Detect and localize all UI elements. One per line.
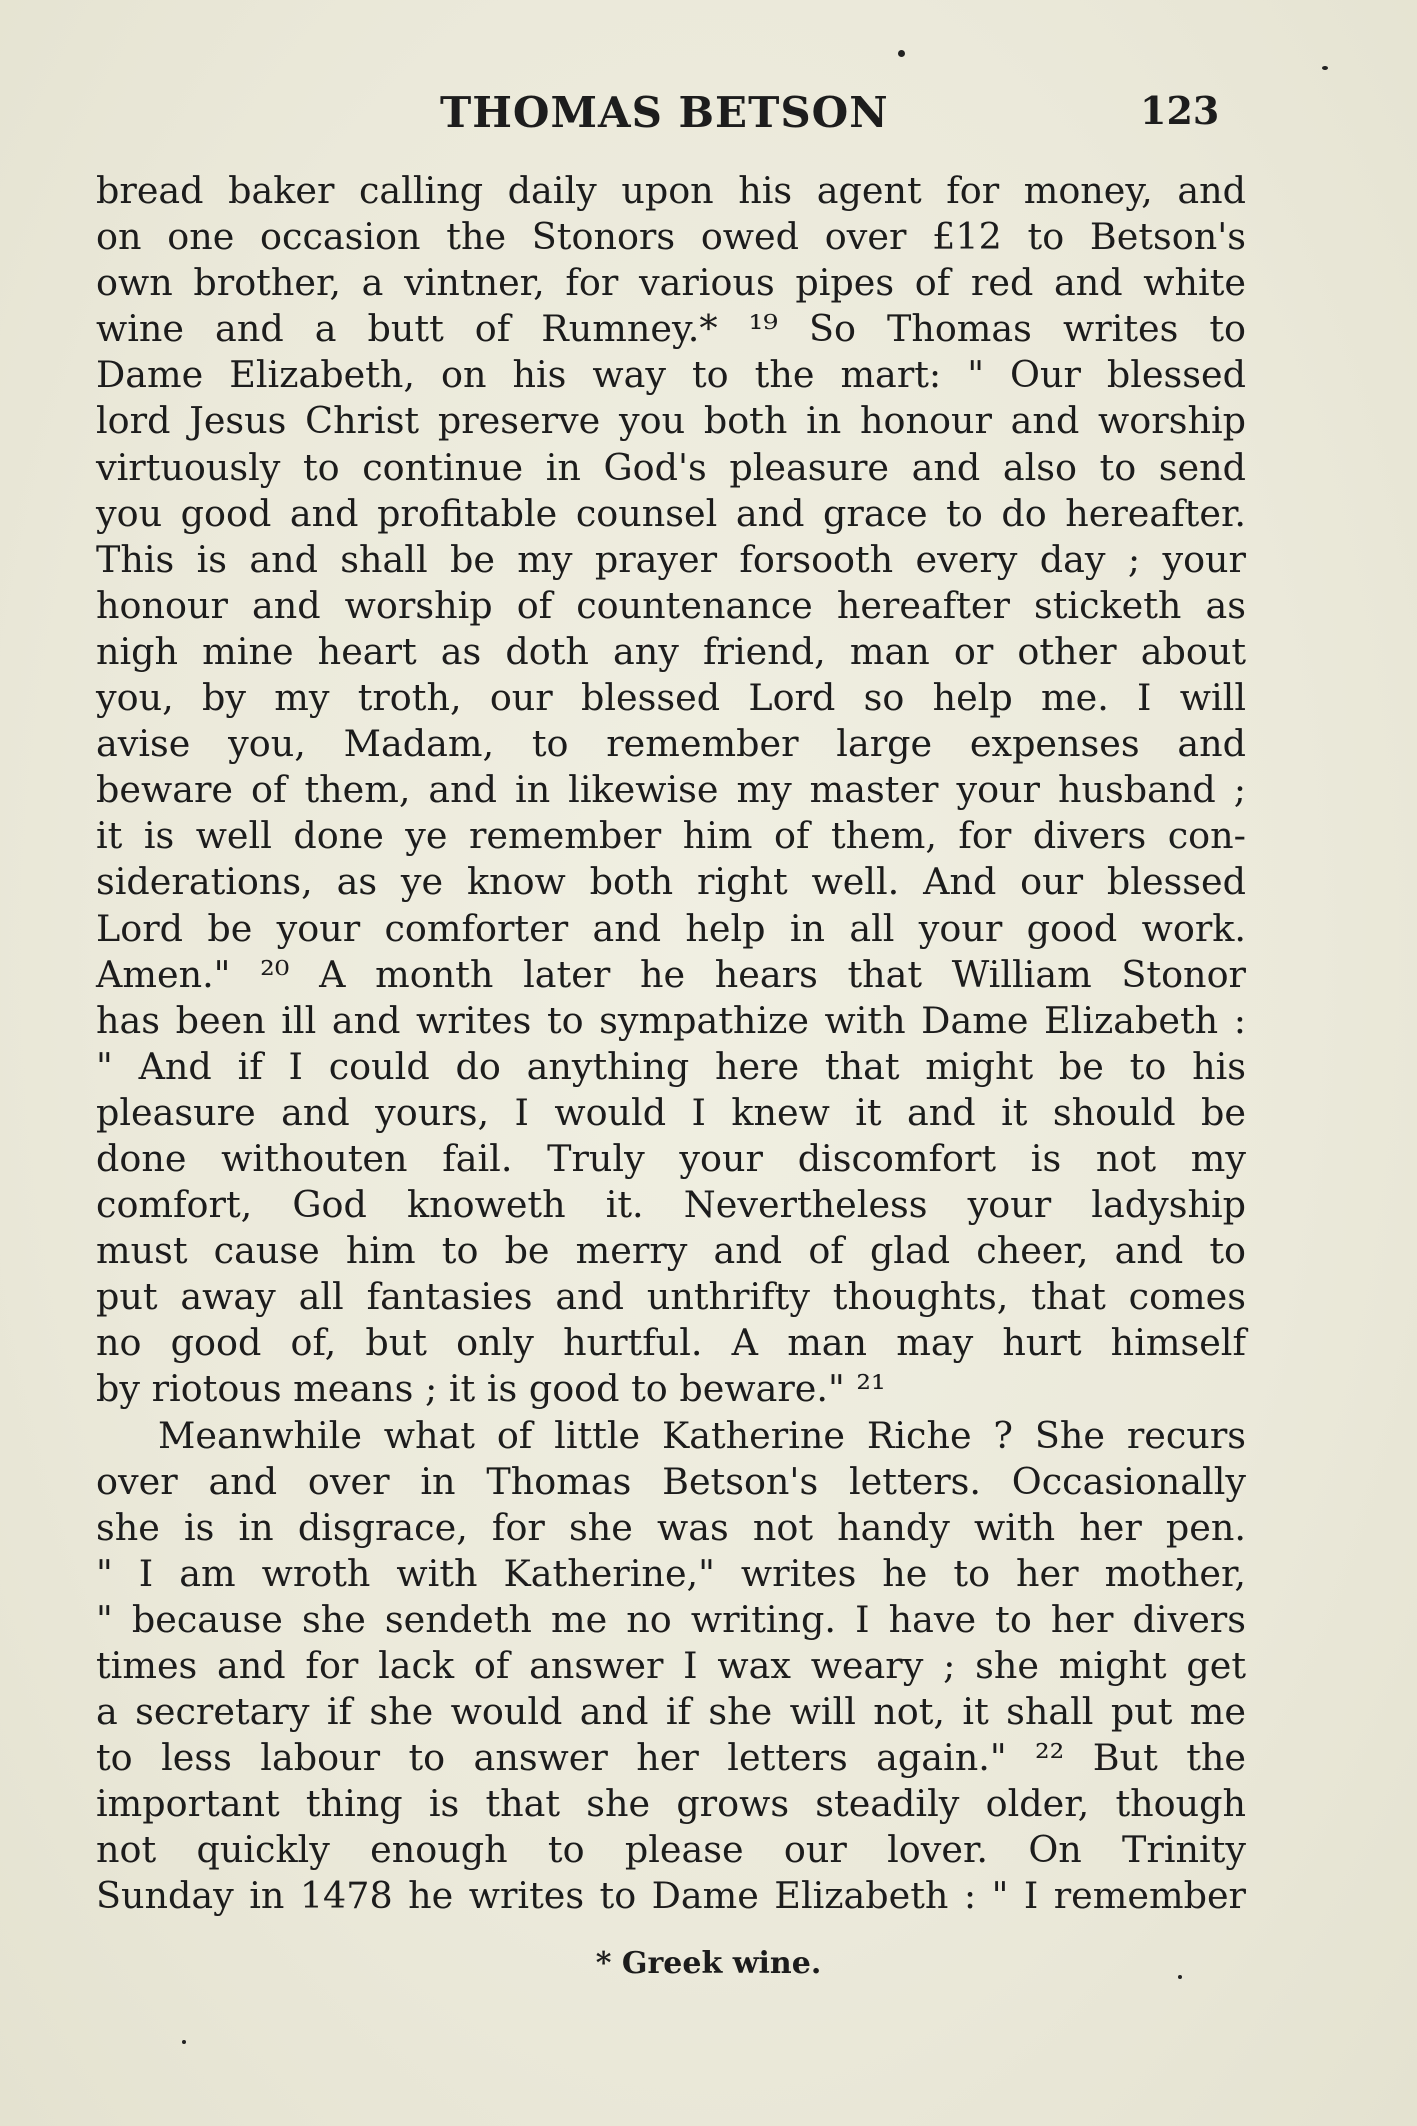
text-line: put away all fantasies and unthrifty thoughts, that comes bbox=[96, 1275, 1246, 1319]
ink-speck bbox=[898, 50, 905, 57]
text-line: Meanwhile what of little Katherine Riche ? She recurs bbox=[158, 1413, 1246, 1457]
text-line: she is in disgrace, for she was not handy with her pen. bbox=[96, 1505, 1246, 1549]
text-line: to less labour to answer her letters again." ²² But the bbox=[96, 1736, 1246, 1780]
text-line: bread baker calling daily upon his agent for money, and bbox=[96, 169, 1246, 212]
text-line: you good and profitable counsel and grace to do hereafter. bbox=[96, 491, 1246, 535]
text-line: This is and shall be my prayer forsooth every day ; your bbox=[96, 537, 1246, 581]
text-line: " I am wroth with Katherine," writes he to her mother, bbox=[96, 1551, 1246, 1595]
text-line: Amen." ²⁰ A month later he hears that William Stonor bbox=[96, 952, 1246, 996]
page-header bbox=[0, 88, 1417, 148]
text-line: comfort, God knoweth it. Nevertheless your ladyship bbox=[96, 1183, 1246, 1227]
text-line: over and over in Thomas Betson's letters. Occasionally bbox=[96, 1459, 1246, 1503]
text-line: no good of, but only hurtful. A man may hurt himself bbox=[96, 1321, 1246, 1365]
text-line: nigh mine heart as doth any friend, man or other about bbox=[96, 629, 1246, 673]
text-line: Dame Elizabeth, on his way to the mart: " Our blessed bbox=[96, 353, 1246, 397]
text-line: it is well done ye remember him of them, for divers con- bbox=[96, 814, 1246, 858]
text-line: done withouten fail. Truly your discomfort is not my bbox=[96, 1136, 1246, 1180]
text-line: times and for lack of answer I wax weary ; she might get bbox=[96, 1644, 1246, 1687]
text-line: has been ill and writes to sympathize with Dame Elizabeth : bbox=[96, 998, 1246, 1042]
text-line: " because she sendeth me no writing. I have to her divers bbox=[96, 1597, 1246, 1641]
text-line: Lord be your comforter and help in all your good work. bbox=[96, 906, 1246, 950]
text-line: " And if I could do anything here that might be to his bbox=[96, 1044, 1246, 1088]
text-line: honour and worship of countenance hereafter sticketh as bbox=[96, 583, 1246, 627]
running-head: THOMAS BETSON bbox=[440, 88, 889, 137]
text-line: not quickly enough to please our lover. On Trinity bbox=[96, 1828, 1246, 1872]
text-line: avise you, Madam, to remember large expenses and bbox=[96, 722, 1246, 766]
text-line: own brother, a vintner, for various pipes of red and white bbox=[96, 261, 1246, 305]
text-line: a secretary if she would and if she will not, it shall put me bbox=[96, 1690, 1246, 1734]
ink-speck bbox=[1178, 1975, 1182, 1979]
text-line: important thing is that she grows steadily older, though bbox=[96, 1782, 1246, 1826]
footnote: * Greek wine. bbox=[595, 1946, 822, 1981]
text-line: siderations, as ye know both right well. And our blessed bbox=[96, 860, 1246, 904]
text-line: Sunday in 1478 he writes to Dame Elizabeth : " I remember bbox=[96, 1874, 1246, 1918]
text-line: lord Jesus Christ preserve you both in honour and worship bbox=[96, 399, 1246, 443]
text-line: must cause him to be merry and of glad cheer, and to bbox=[96, 1229, 1246, 1273]
page-number: 123 bbox=[1140, 88, 1220, 133]
body-text bbox=[96, 168, 1246, 1920]
text-line: on one occasion the Stonors owed over £12 to Betson's bbox=[96, 215, 1246, 259]
text-line: you, by my troth, our blessed Lord so help me. I will bbox=[96, 676, 1246, 720]
text-line: pleasure and yours, I would I knew it and it should be bbox=[96, 1090, 1246, 1134]
text-line: beware of them, and in likewise my master your husband ; bbox=[96, 768, 1246, 812]
text-line: wine and a butt of Rumney.* ¹⁹ So Thomas writes to bbox=[96, 307, 1246, 351]
ink-speck bbox=[1322, 66, 1328, 70]
ink-speck bbox=[182, 2040, 186, 2044]
text-line: by riotous means ; it is good to beware." ²¹ bbox=[96, 1367, 886, 1411]
text-line: virtuously to continue in God's pleasure and also to send bbox=[96, 445, 1246, 489]
